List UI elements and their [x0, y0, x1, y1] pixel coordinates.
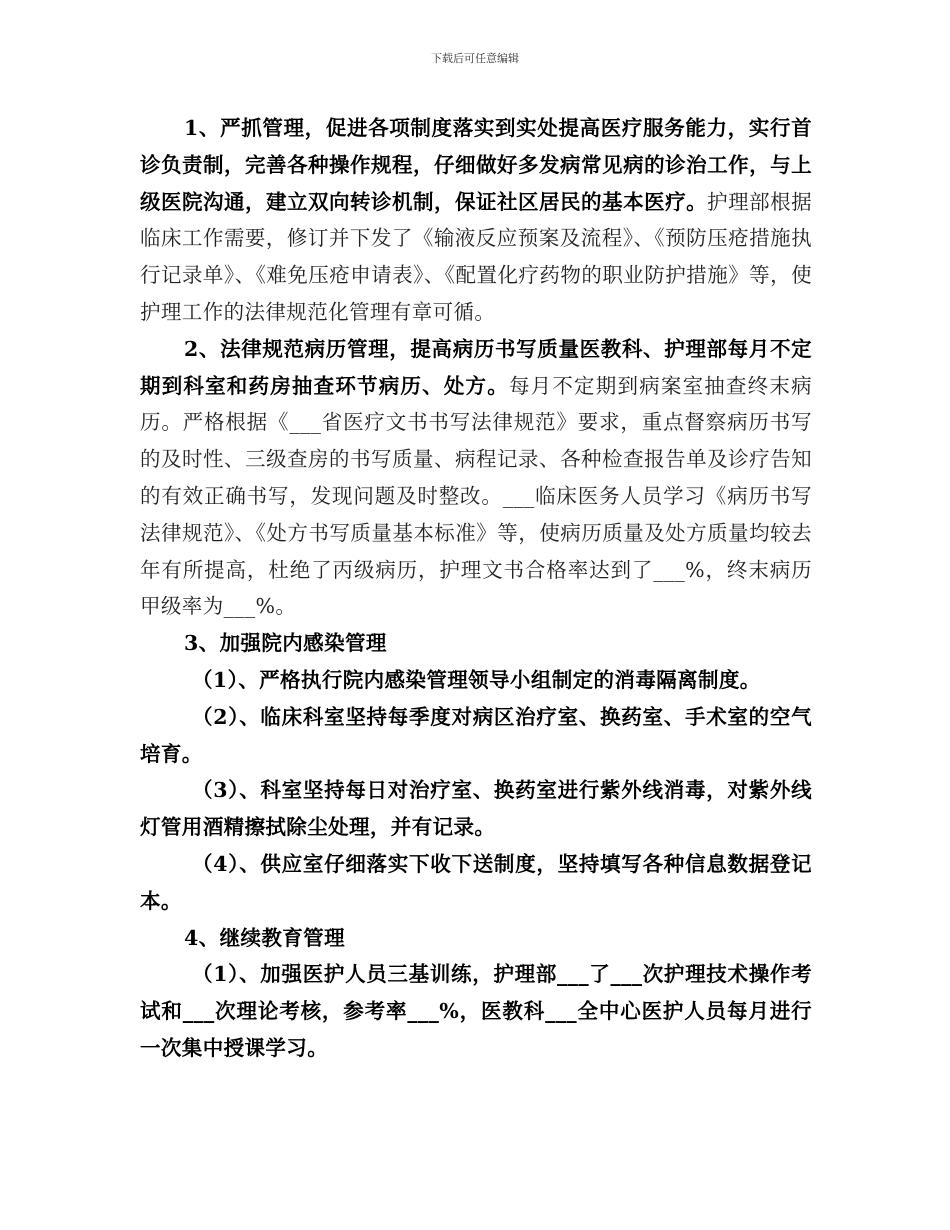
- section-1-paragraph: [140, 110, 812, 331]
- section-3-item-2: （2）、临床科室坚持每季度对病区治疗室、换药室、手术室的空气培育。: [140, 704, 812, 766]
- section-1-bold-text: 1、严抓管理，促进各项制度落实到实处提高医疗服务能力，实行首诊负责制，完善各种操作规程，仔细做好多发病常见病的诊治工作，与上级医院沟通，建立双向转诊机制，保证社区居民的基本医疗。: [140, 116, 812, 214]
- section-3-item-3: （3）、科室坚持每日对治疗室、换药室进行紫外线消毒，对紫外线灯管用酒精擦拭除尘处理，并有记录。: [140, 778, 812, 840]
- page-header-note: 下载后可任意编辑: [431, 52, 519, 65]
- section-4-item-1: （1）、加强医护人员三基训练，护理部___了___次护理技术操作考试和___次理论考核，参考率___%，医教科___全中心医护人员每月进行一次集中授课学习。: [140, 962, 812, 1060]
- section-3-item-4: （4）、供应室仔细落实下收下送制度，坚持填写各种信息数据登记本。: [140, 851, 812, 913]
- section-3-item-1: （1）、严格执行院内感染管理领导小组制定的消毒隔离制度。: [192, 667, 761, 692]
- document-body: [140, 110, 812, 1067]
- section-1-regular-text: 护理部根据临床工作需要，修订并下发了《输液反应预案及流程》、《预防压疮措施执行记录单》、《难免压疮申请表》、《配置化疗药物的职业防护措施》等，使护理工作的法律规范化管理有章可循。: [140, 189, 812, 324]
- section-2-paragraph: [140, 331, 812, 625]
- section-2-regular-text: 每月不定期到病案室抽查终末病历。严格根据《___省医疗文书书写法律规范》要求，重点督察病历书写的及时性、三级查房的书写质量、病程记录、各种检查报告单及诊疗告知的有效正确书写，发现问题及时整改。___临床医务人员学习《病历书写法律规范》、《处方书写质量基本标准》等，使病历质量及处方质量均较去年有所提高，杜绝了丙级病历，护理文书合格率达到了___%，终末病历甲级率为___%。: [140, 373, 812, 619]
- section-3-title: 3、加强院内感染管理: [184, 631, 387, 656]
- section-2-bold-text: 2、法律规范病历管理，提高病历书写质量医教科、护理部每月不定期到科室和药房抽查环节病历、处方。: [140, 336, 812, 398]
- section-4-title: 4、继续教育管理: [184, 925, 345, 950]
